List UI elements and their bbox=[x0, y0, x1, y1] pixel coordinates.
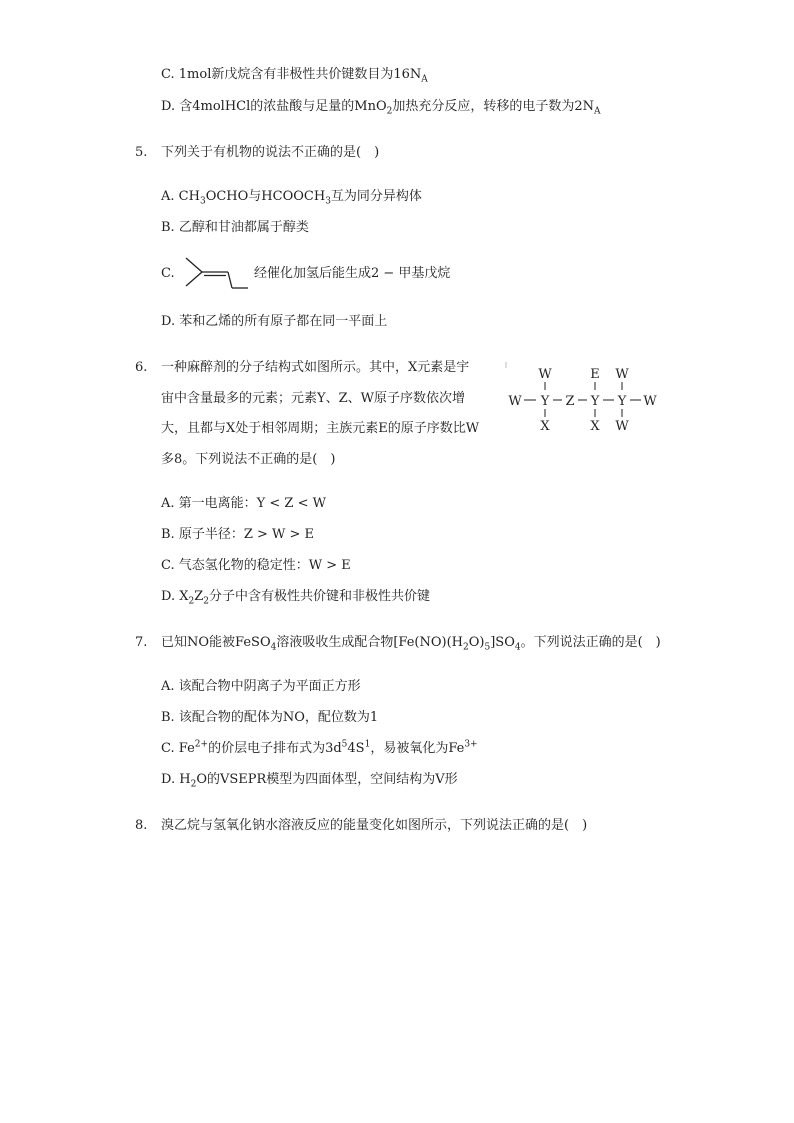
q6-stem-line-4: 多8。下列说法不正确的是( ) bbox=[161, 452, 336, 467]
q6-option-c: C. 气态氢化物的稳定性：W > E bbox=[161, 558, 351, 573]
alkene-skeletal-structure-image bbox=[184, 256, 250, 292]
q6-option-a: A. 第一电离能：Y < Z < W bbox=[161, 496, 326, 511]
atom-chain-2: Y bbox=[540, 394, 550, 409]
q5-number: 5. bbox=[135, 145, 148, 160]
q7-option-d: D. $H_2O$的VSEPR模型为四面体型，空间结构为V形 bbox=[161, 772, 458, 790]
q7-option-b: B. 该配合物的配体为NO，配位数为1 bbox=[161, 710, 379, 725]
atom-chain-5: Y bbox=[617, 394, 627, 409]
q6-stem-line-2: 宙中含量最多的元素；元素Y、Z、W原子序数依次增 bbox=[161, 391, 465, 406]
q6-number: 6. bbox=[135, 360, 148, 375]
atom-bottom-3: W bbox=[615, 419, 629, 434]
q5-option-c-text: 经催化加氢后能生成2 − 甲基戊烷 bbox=[254, 266, 451, 281]
q6-stem-line-3: 大，且都与X处于相邻周期；主族元素E的原子序数比W bbox=[161, 421, 480, 436]
q6-stem-line-1: 一种麻醉剂的分子结构式如图所示。其中，X元素是宇 bbox=[161, 360, 470, 375]
atom-top-2: E bbox=[590, 367, 600, 382]
q4-option-c: C. 1mol新戊烷含有非极性共价键数目为$16N_A$ bbox=[161, 67, 428, 85]
atom-chain-6: W bbox=[643, 394, 657, 409]
q5-option-d: D. 苯和乙烯的所有原子都在同一平面上 bbox=[161, 314, 388, 329]
q5-stem: 下列关于有机物的说法不正确的是( ) bbox=[161, 145, 380, 160]
q5-option-c-letter: C. bbox=[161, 266, 175, 281]
q8-stem: 溴乙烷与氢氧化钠水溶液反应的能量变化如图所示，下列说法正确的是( ) bbox=[161, 818, 588, 833]
q7-number: 7. bbox=[135, 635, 148, 650]
q8-number: 8. bbox=[135, 818, 148, 833]
q6-option-d: D. $X_2Z_2$分子中含有极性共价键和非极性共价键 bbox=[161, 589, 431, 607]
q7-option-a: A. 该配合物中阴离子为平面正方形 bbox=[161, 679, 361, 694]
molecule-structure-diagram bbox=[505, 362, 665, 434]
q7-option-c: C. $Fe^{2+}$的价层电子排布式为$3d^54S^1$，易被氧化为$Fe^{3+}$ bbox=[161, 739, 478, 756]
atom-bottom-2: X bbox=[590, 419, 600, 434]
atom-chain-4: Y bbox=[590, 394, 600, 409]
q4-option-d: D. 含4molHCl的浓盐酸与足量的MnO$_2$加热充分反应，转移的电子数为$2N_A$ bbox=[161, 99, 601, 117]
atom-chain-1: W bbox=[508, 394, 522, 409]
atom-top-1: W bbox=[538, 367, 552, 382]
atom-top-3: W bbox=[615, 367, 629, 382]
q7-stem: 已知NO能被FeSO$_4$溶液吸收生成配合物$[Fe(NO)(H_2O)_5]SO_4$。下列说法正确的是( ) bbox=[161, 635, 661, 653]
q5-option-a: A. $CH_3OCHO$与$HCOOCH_3$互为同分异构体 bbox=[161, 189, 422, 207]
q6-option-b: B. 原子半径：Z > W > E bbox=[161, 527, 315, 542]
atom-bottom-1: X bbox=[540, 419, 550, 434]
atom-chain-3: Z bbox=[565, 394, 575, 409]
q5-option-b: B. 乙醇和甘油都属于醇类 bbox=[161, 220, 309, 235]
